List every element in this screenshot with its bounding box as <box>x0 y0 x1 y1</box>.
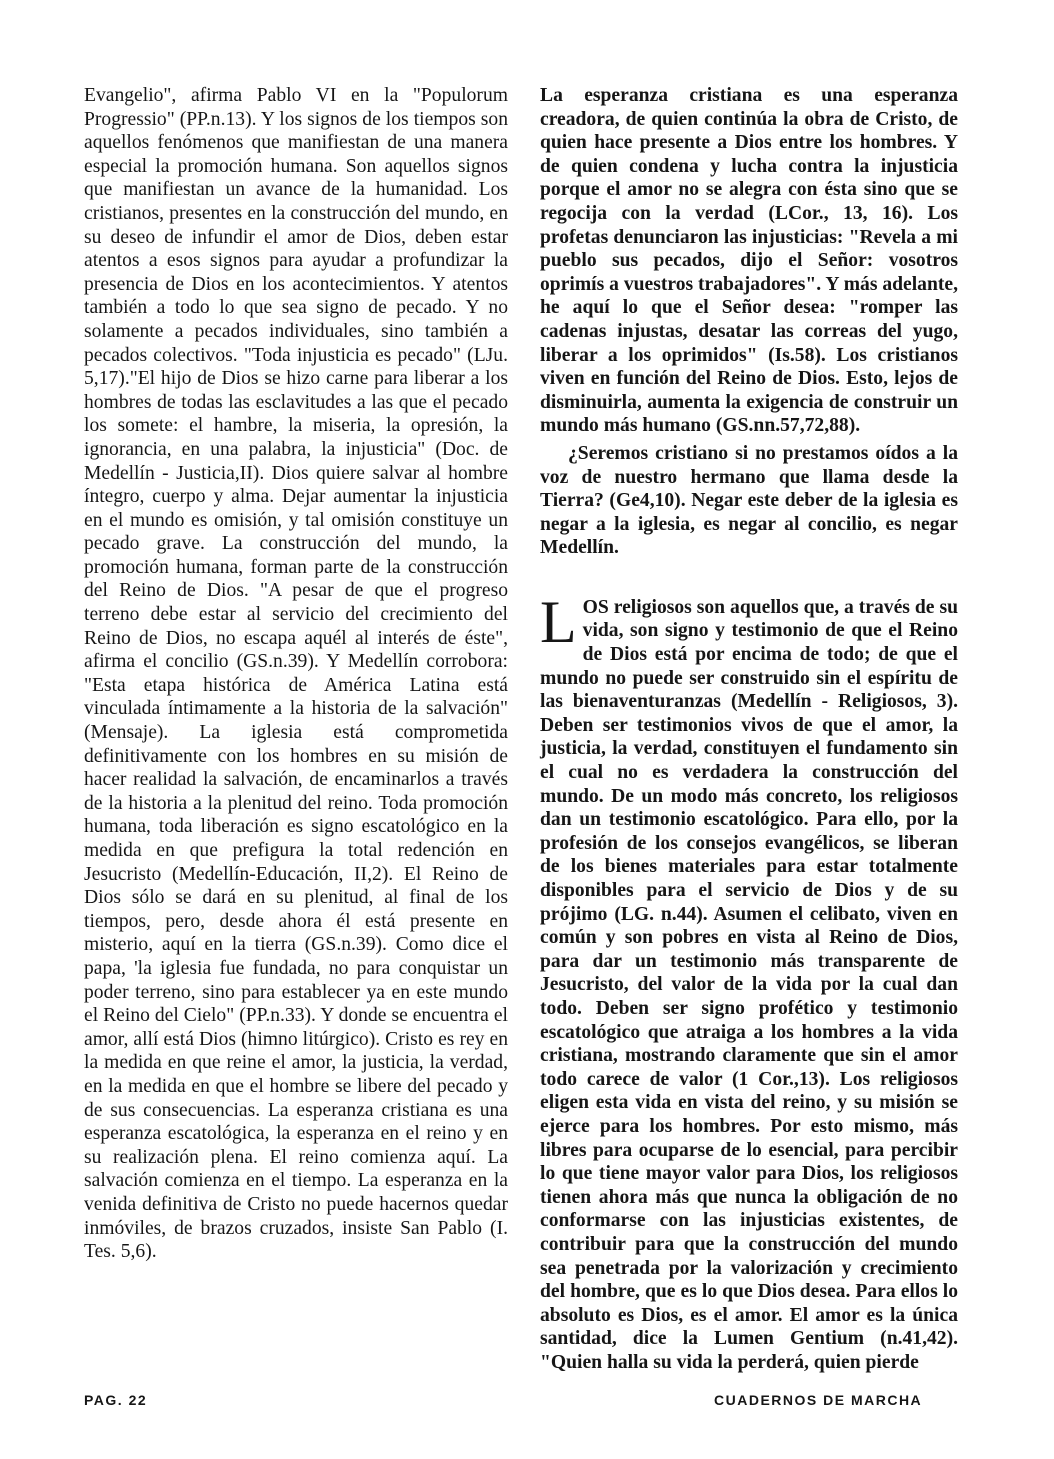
right-column <box>540 84 958 1374</box>
hope-paragraph: La esperanza cristiana es una esperanza creadora, de quien continúa la obra de Cristo, de quien hace presente a Dios entre los hombres. Y de quien condena y lucha contra la injusticia porque el amor no se alegra con ésta sino que se regocija con la verdad (LCor., 13, 16). Los profetas denunciaron las injusticias: "Revela a mi pueblo sus pecados, dijo el Señor: vosotros oprimís a vuestros trabajadores". Y más adelante, he aquí lo que el Señor desea: "romper las cadenas injustas, desatar las correas del yugo, liberar a los oprimidos" (Is.58). Los cristianos viven en función del Reino de Dios. Esto, lejos de disminuirla, aumenta la exigencia de construir un mundo más humano (GS.nn.57,72,88). <box>540 85 958 437</box>
question-paragraph: ¿Seremos cristiano si no prestamos oídos a la voz de nuestro hermano que llama desde la Tierra? (Ge4,10). Negar este deber de la iglesia es negar a la iglesia, es negar al concilio, es negar Medellín. <box>540 442 958 559</box>
religious-paragraph: OS religiosos son aquellos que, a través de su vida, son signo y testimonio de que el Reino de Dios está por encima de todo; de que el mundo no puede ser construido sin el espíritu de las bienaventuranzas (Medellín - Religiosos, 3). Deben ser testimonios vivos de que el amor, la justicia, la verdad, constituyen el fundamento sin el cual no es verdadera la construcción del mundo. De un modo más concreto, los religiosos dan un testimonio escatológico. Para ello, por la profesión de los consejos evangélicos, se liberan de los bienes materiales para estar totalmente disponibles para el servicio de Dios y de su prójimo (LG. n.44). Asumen el celibato, viven en común y son pobres en vista al Reino de Dios, para dar un testimonio más transparente de Jesucristo, del valor de la vida por la cual dan todo. Deben ser signo profético y testimonio escatológico que atraiga a los hombres a la vida cristiana, mostrando claramente que sin el amor todo carece de valor (1 Cor.,13). Los religiosos eligen esta vida en vista del reino, y su misión se ejerce para los hombres. Por esto mismo, más libres para ocuparse de lo esencial, para percibir lo que tiene mayor valor para Dios, los religiosos tienen ahora más que nunca la obligación de no conformarse con las injusticias existentes, de contribuir para que la construcción del mundo sea penetrada por la valorización y crecimiento del hombre, que es lo que Dios desea. Para ellos lo absoluto es Dios, es el amor. El amor es la única santidad, dice la Lumen Gentium (n.41,42). "Quien halla su vida la perderá, quien pierde <box>540 596 958 1373</box>
left-column <box>84 84 508 1264</box>
left-column-paragraph: Evangelio", afirma Pablo VI en la "Populorum Progressio" (PP.n.13). Y los signos de los tiempos son aquellos fenómenos que manifiestan de una manera especial la promoción humana. Son aquellos signos que manifiestan un avance de la humanidad. Los cristianos, presentes en la construcción del mundo, en su deseo de infundir el amor de Dios, deben estar atentos a esos signos para ayudar a profundizar la presencia de Dios en los acontecimientos. Y atentos también a todo lo que sea signo de pecado. Y no solamente a pecados individuales, sino también a pecados colectivos. "Toda injusticia es pecado" (LJu. 5,17)."El hijo de Dios se hizo carne para liberar a los hombres de todas las esclavitudes a las que el pecado los somete: el hambre, la miseria, la opresión, la ignorancia, en una palabra, la injusticia" (Doc. de Medellín - Justicia,II). Dios quiere salvar al hombre íntegro, cuerpo y alma. Dejar aumentar la injusticia en el mundo es omisión, y tal omisión constituye un pecado grave. La construcción del mundo, la promoción humana, forman parte de la construcción del Reino de Dios. "A pesar de que el progreso terreno debe estar al servicio del crecimiento del Reino de Dios, no escapa aquél al interés de éste", afirma el concilio (GS.n.39). Y Medellín corrobora: "Esta etapa histórica de América Latina está vinculada íntimamente a la historia de la salvación" (Mensaje). La iglesia está comprometida definitivamente con los hombres en su misión de hacer realidad la salvación, de encaminarlos a través de la historia a la plenitud del reino. Toda promoción humana, toda liberación es signo escatológico en la medida en que prefigura la total redención en Jesucristo (Medellín-Educación, II,2). El Reino de Dios sólo se dará en su plenitud, al final de los tiempos, pero, desde ahora él está presente en misterio, aquí en la tierra (GS.n.39). Como dice el papa, 'la iglesia fue fundada, no para conquistar un poder terreno, sino para establecer ya en este mundo el Reino del Cielo" (PP.n.33). Y donde se encuentra el amor, allí está Dios (himno litúrgico). Cristo es rey en la medida en que reine el amor, la justicia, la verdad, en la medida en que el hombre se libere del pecado y de sus consecuencias. La esperanza cristiana es una esperanza escatológica, la esperanza en el reino y en su realización plena. El reino comienza aquí. La salvación comienza en el tiempo. La esperanza en la venida definitiva de Cristo no puede hacernos quedar inmóviles, de brazos cruzados, insiste San Pablo (I. Tes. 5,6). <box>84 85 508 1263</box>
religious-section <box>540 588 958 1375</box>
page-number: PAG. 22 <box>84 1392 148 1408</box>
drop-cap: L <box>540 588 577 655</box>
publication-name: CUADERNOS DE MARCHA <box>714 1392 923 1408</box>
